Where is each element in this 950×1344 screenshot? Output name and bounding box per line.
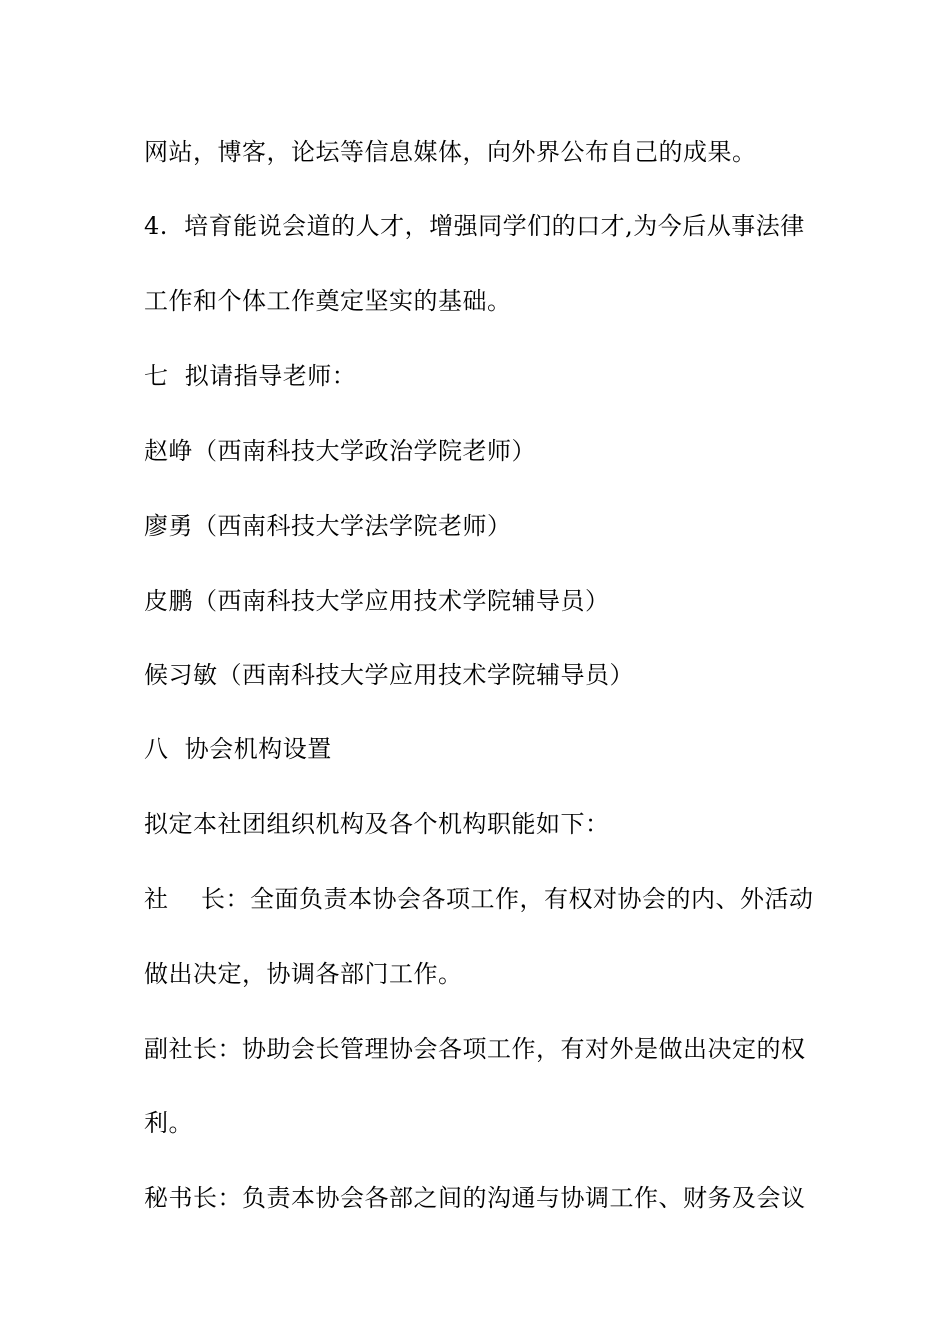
advisor-entry: 候习敏（西南科技大学应用技术学院辅导员） xyxy=(144,661,634,689)
advisor-entry: 廖勇（西南科技大学法学院老师） xyxy=(144,512,512,540)
paragraph-line: 4. 培育能说会道的人才，增强同学们的口才,为今后从事法律 xyxy=(144,212,805,240)
advisor-entry: 赵峥（西南科技大学政治学院老师） xyxy=(144,437,536,465)
section-heading: 八 协会机构设置 xyxy=(144,735,332,763)
section-heading: 七 拟请指导老师： xyxy=(144,362,357,390)
role-description: 利。 xyxy=(144,1109,193,1137)
role-description: 秘书长：负责本协会各部之间的沟通与协调工作、财务及会议 xyxy=(144,1184,806,1212)
role-description: 副社长：协助会长管理协会各项工作，有对外是做出决定的权 xyxy=(144,1035,806,1063)
role-description: 做出决定，协调各部门工作。 xyxy=(144,960,463,988)
paragraph-line: 工作和个体工作奠定坚实的基础。 xyxy=(144,287,512,315)
advisor-entry: 皮鹏（西南科技大学应用技术学院辅导员） xyxy=(144,587,610,615)
paragraph-line: 拟定本社团组织机构及各个机构职能如下： xyxy=(144,810,610,838)
role-description: 社 长：全面负责本协会各项工作，有权对协会的内、外活动 xyxy=(144,885,814,913)
paragraph-line: 网站，博客，论坛等信息媒体，向外界公布自己的成果。 xyxy=(144,138,757,166)
